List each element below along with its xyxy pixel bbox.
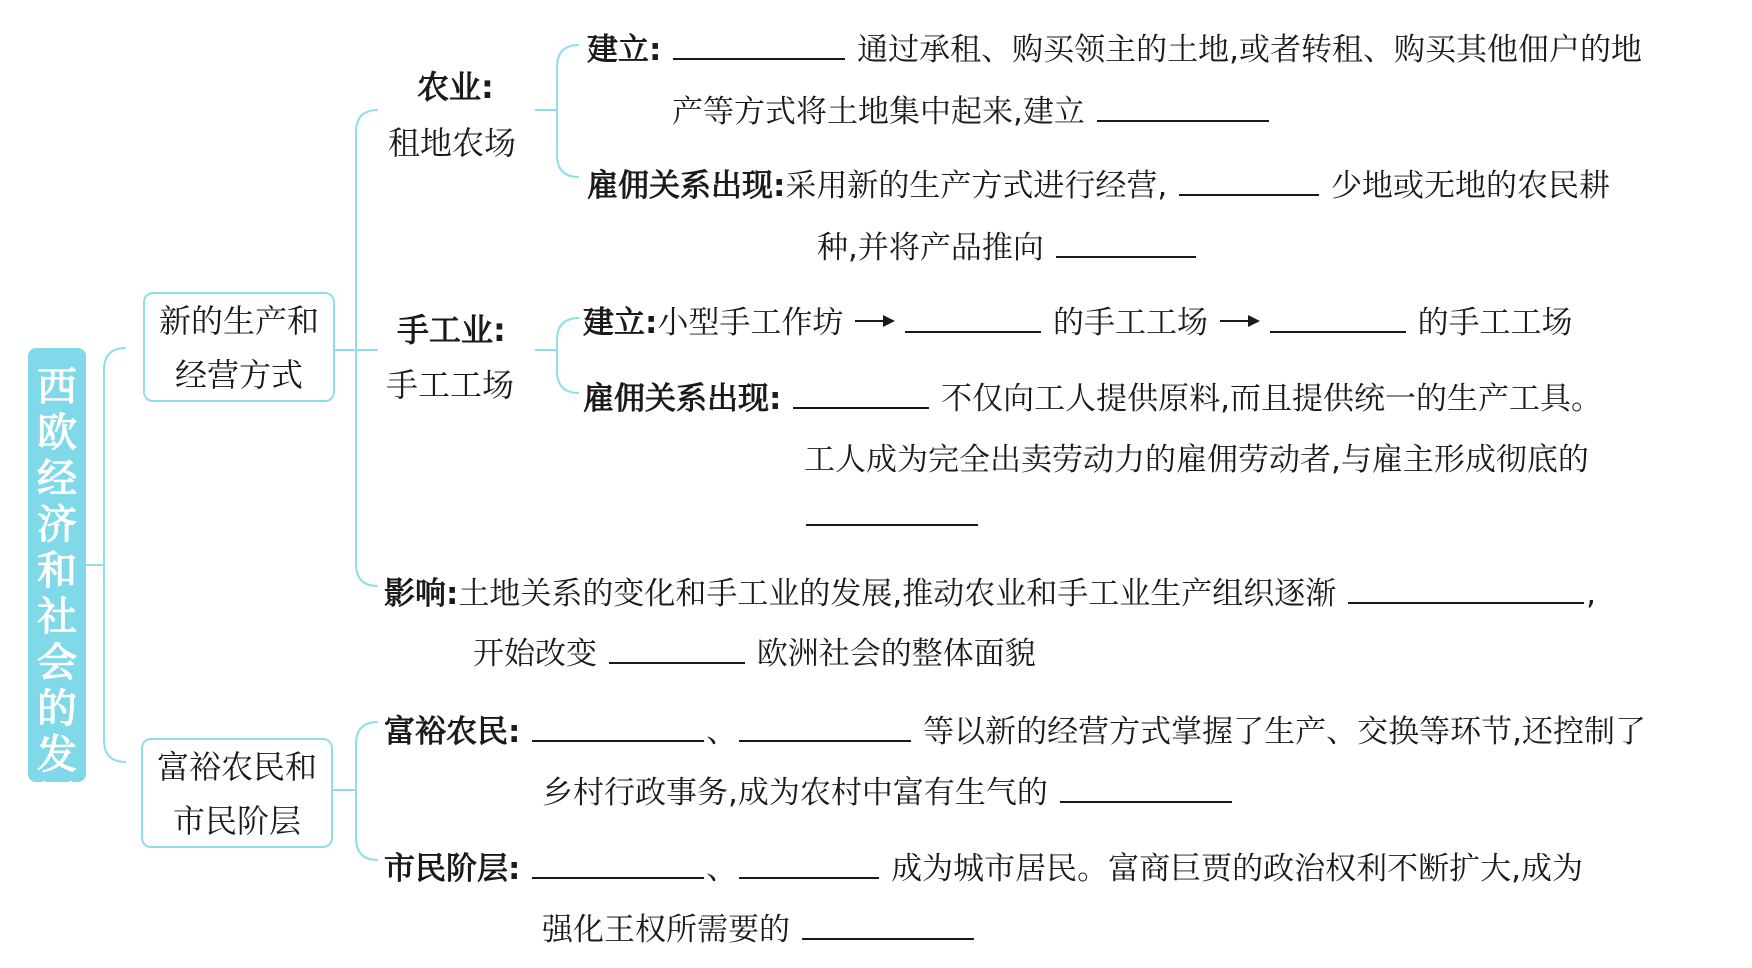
farmers-sep: 、 <box>706 714 738 750</box>
branch-classes-box <box>141 738 333 848</box>
craft-hire-line1 <box>583 373 1602 418</box>
branch-production-box <box>143 292 335 402</box>
branch-production-label: 新的生产和经营方式 <box>158 302 319 394</box>
craft-hire-line2 <box>804 434 1589 479</box>
fill-blank[interactable] <box>1056 228 1196 258</box>
farmers-label: 富裕农民: <box>384 714 521 750</box>
agri-hire-text2: 少地或无地的农民耕 <box>1330 168 1610 204</box>
citizens-label: 市民阶层: <box>384 851 521 887</box>
craft-establish-line <box>583 297 1573 342</box>
farmers-text1: 等以新的经营方式掌握了生产、交换等环节,还控制了 <box>923 714 1646 750</box>
citizens-line2 <box>542 904 976 949</box>
fill-blank[interactable] <box>532 849 704 879</box>
agri-establish-text1: 通过承租、购买领主的土地,或者转租、购买其他佃户的地 <box>857 32 1642 68</box>
agri-hire-text1: 采用新的生产方式进行经营, <box>785 168 1168 204</box>
farmers-line2 <box>542 767 1234 812</box>
impact-line2 <box>473 628 1036 673</box>
agri-establish-line1 <box>587 24 1642 69</box>
impact-text1: 土地关系的变化和手工业的发展,推动农业和手工业生产组织逐渐 <box>458 576 1337 612</box>
impact-label: 影响: <box>384 576 459 612</box>
fill-blank[interactable] <box>793 379 929 409</box>
agri-title: 农业: <box>417 68 494 106</box>
agri-hire-line2 <box>817 222 1198 267</box>
craft-hire-label: 雇佣关系出现: <box>583 381 782 417</box>
agri-hire-label: 雇佣关系出现: <box>587 168 786 204</box>
fill-blank[interactable] <box>905 303 1041 333</box>
farmers-line1 <box>384 706 1646 751</box>
agri-hire-text3: 种,并将产品推向 <box>817 230 1044 266</box>
craft-establish-text3: 的手工工场 <box>1417 305 1573 341</box>
citizens-sep: 、 <box>706 851 738 887</box>
arrow-icon <box>1220 320 1256 322</box>
branch-classes-label: 富裕农民和市民阶层 <box>156 748 317 840</box>
agri-subtitle: 租地农场 <box>388 124 517 162</box>
craft-hire-line3 <box>804 496 980 534</box>
craft-establish-text2: 的手工工场 <box>1052 305 1208 341</box>
citizens-text2: 强化王权所需要的 <box>542 912 790 948</box>
fill-blank[interactable] <box>1179 166 1319 196</box>
agri-hire-line1 <box>587 160 1610 205</box>
fill-blank[interactable] <box>532 712 704 742</box>
fill-blank[interactable] <box>609 634 745 664</box>
fill-blank[interactable] <box>802 910 974 940</box>
fill-blank[interactable] <box>739 849 879 879</box>
fill-blank[interactable] <box>1348 574 1584 604</box>
agri-establish-label: 建立: <box>587 32 662 68</box>
impact-text3: 欧洲社会的整体面貌 <box>756 636 1036 672</box>
fill-blank[interactable] <box>739 712 911 742</box>
fill-blank[interactable] <box>806 496 978 526</box>
arrow-icon <box>855 320 891 322</box>
impact-line1 <box>384 568 1596 613</box>
craft-title: 手工业: <box>397 311 506 349</box>
fill-blank[interactable] <box>673 30 845 60</box>
root-title: 西欧经济和社会的发展 <box>37 364 77 824</box>
farmers-text2: 乡村行政事务,成为农村中富有生气的 <box>542 775 1048 811</box>
craft-subtitle: 手工工场 <box>386 366 515 404</box>
fill-blank[interactable] <box>1270 303 1406 333</box>
craft-hire-text2: 工人成为完全出卖劳动力的雇佣劳动者,与雇主形成彻底的 <box>804 442 1589 478</box>
agri-establish-line2 <box>672 86 1271 131</box>
fill-blank[interactable] <box>1060 773 1232 803</box>
citizens-text1: 成为城市居民。富商巨贾的政治权利不断扩大,成为 <box>891 851 1583 887</box>
craft-establish-text1: 小型手工作坊 <box>657 305 844 341</box>
impact-comma: , <box>1586 576 1596 612</box>
craft-hire-text1: 不仅向工人提供原料,而且提供统一的生产工具。 <box>941 381 1602 417</box>
citizens-line1 <box>384 843 1583 888</box>
impact-text2: 开始改变 <box>473 636 597 672</box>
agri-establish-text2: 产等方式将土地集中起来,建立 <box>672 94 1085 130</box>
fill-blank[interactable] <box>1097 92 1269 122</box>
craft-establish-label: 建立: <box>583 305 658 341</box>
